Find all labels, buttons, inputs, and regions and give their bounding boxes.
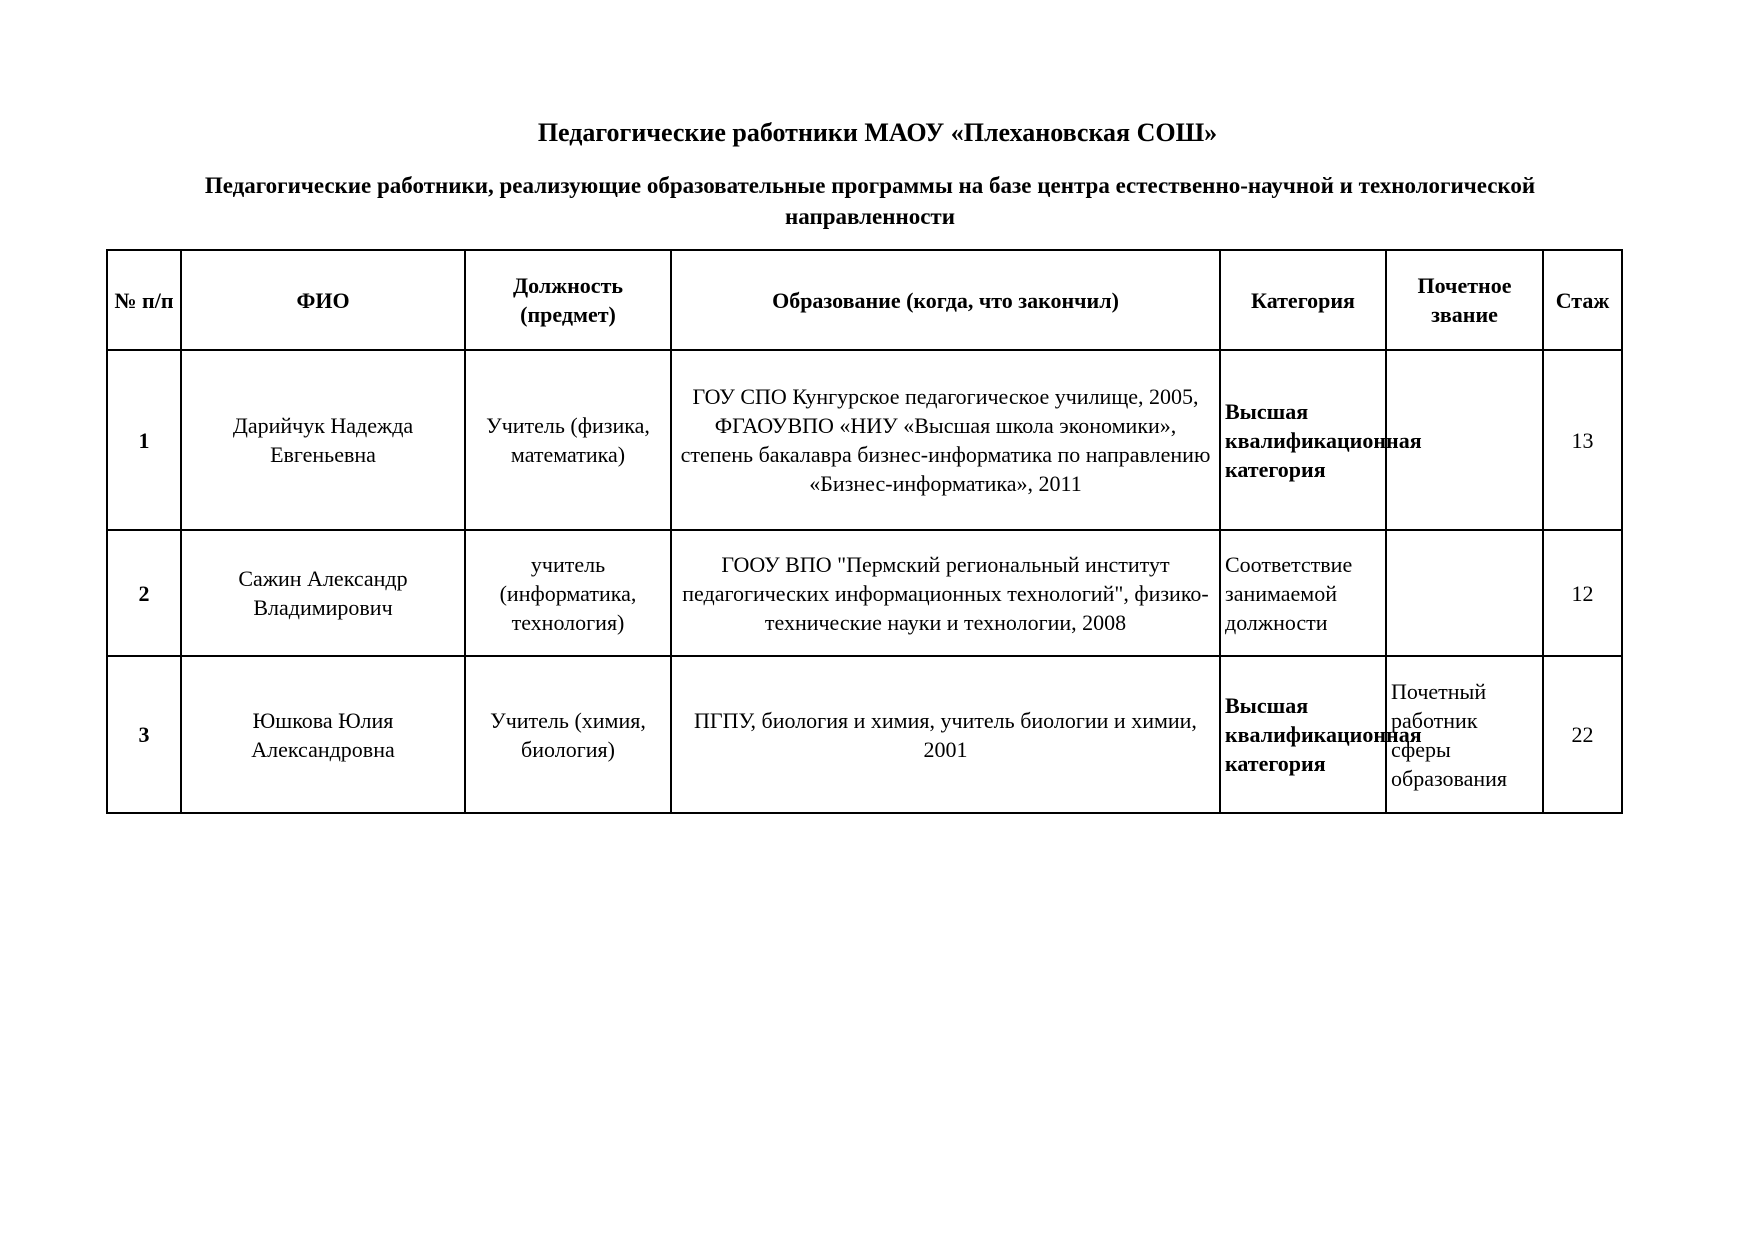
cell-experience: 13	[1543, 350, 1622, 530]
table-row	[107, 530, 1622, 656]
cell-position: учитель (информатика, технология)	[465, 530, 671, 656]
cell-honor: Почетный работник сферы образования	[1386, 656, 1543, 813]
cell-num: 2	[107, 530, 181, 656]
header-experience: Стаж	[1543, 250, 1622, 350]
page-subtitle: Педагогические работники, реализующие образовательные программы на базе центра естественно-научной и технологической направленности	[204, 173, 1536, 229]
cell-num: 1	[107, 350, 181, 530]
cell-education: ГОУ СПО Кунгурское педагогическое училище, 2005, ФГАОУВПО «НИУ «Высшая школа экономики», степень бакалавра бизнес-информатика по направлению «Бизнес-информатика», 2011	[671, 350, 1220, 530]
cell-fio: Юшкова Юлия Александровна	[181, 656, 465, 813]
cell-category: Высшая квалификационная категория	[1220, 656, 1386, 813]
cell-position: Учитель (физика, математика)	[465, 350, 671, 530]
header-education: Образование (когда, что закончил)	[671, 250, 1220, 350]
table-row	[107, 350, 1622, 530]
cell-experience: 22	[1543, 656, 1622, 813]
staff-table	[106, 249, 1623, 814]
cell-experience: 12	[1543, 530, 1622, 656]
page-title: Педагогические работники МАОУ «Плехановская СОШ»	[537, 118, 1218, 147]
table-header-row	[107, 250, 1622, 350]
header-honor: Почетное звание	[1386, 250, 1543, 350]
cell-position: Учитель (химия, биология)	[465, 656, 671, 813]
cell-category: Высшая квалификационная категория	[1220, 350, 1386, 530]
header-num: № п/п	[107, 250, 181, 350]
cell-education: ГООУ ВПО "Пермский региональный институт педагогических информационных технологий", физико-технические науки и технологии, 2008	[671, 530, 1220, 656]
table-row	[107, 656, 1622, 813]
cell-fio: Сажин Александр Владимирович	[181, 530, 465, 656]
cell-fio: Дарийчук Надежда Евгеньевна	[181, 350, 465, 530]
cell-education: ПГПУ, биология и химия, учитель биологии и химии, 2001	[671, 656, 1220, 813]
cell-category: Соответствие занимаемой должности	[1220, 530, 1386, 656]
header-category: Категория	[1220, 250, 1386, 350]
cell-num: 3	[107, 656, 181, 813]
cell-honor	[1386, 530, 1543, 656]
header-position: Должность (предмет)	[465, 250, 671, 350]
header-fio: ФИО	[181, 250, 465, 350]
